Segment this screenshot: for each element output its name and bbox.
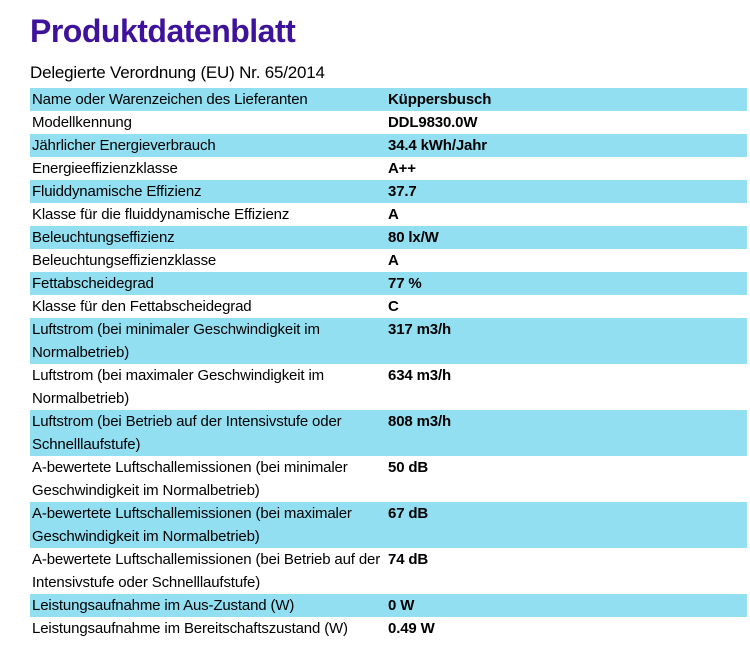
row-value: 0 W bbox=[388, 597, 415, 614]
table-row bbox=[30, 111, 747, 134]
row-value: 34.4 kWh/Jahr bbox=[388, 137, 487, 154]
row-label: Leistungsaufnahme im Bereitschaftszustand (W) bbox=[32, 620, 348, 637]
table-row bbox=[30, 249, 747, 272]
table-row bbox=[30, 295, 747, 318]
table-row bbox=[30, 456, 747, 502]
table-row bbox=[30, 157, 747, 180]
row-value: DDL9830.0W bbox=[388, 114, 478, 131]
table-row bbox=[30, 364, 747, 410]
row-label: Klasse für die fluiddynamische Effizienz bbox=[32, 206, 290, 223]
row-label: Energieeffizienzklasse bbox=[32, 160, 178, 177]
row-label: A-bewertete Luftschallemissionen (bei Betrieb auf der Intensivstufe oder Schnelllaufstufe) bbox=[32, 551, 381, 591]
row-label: A-bewertete Luftschallemissionen (bei maximaler Geschwindigkeit im Normalbetrieb) bbox=[32, 505, 352, 545]
row-value: 317 m3/h bbox=[388, 321, 452, 338]
row-label: Fettabscheidegrad bbox=[32, 275, 154, 292]
row-label: Luftstrom (bei maximaler Geschwindigkeit im Normalbetrieb) bbox=[32, 367, 324, 407]
table-row bbox=[30, 548, 747, 594]
row-label: Fluiddynamische Effizienz bbox=[32, 183, 202, 200]
row-label: Luftstrom (bei minimaler Geschwindigkeit im Normalbetrieb) bbox=[32, 321, 320, 361]
row-value: 77 % bbox=[388, 275, 422, 292]
table-row bbox=[30, 180, 747, 203]
table-row bbox=[30, 226, 747, 249]
table-row bbox=[30, 617, 747, 640]
row-label: Leistungsaufnahme im Aus-Zustand (W) bbox=[32, 597, 295, 614]
table-row bbox=[30, 502, 747, 548]
row-label: A-bewertete Luftschallemissionen (bei minimaler Geschwindigkeit im Normalbetrieb) bbox=[32, 459, 348, 499]
row-value: 634 m3/h bbox=[388, 367, 452, 384]
row-value: A bbox=[388, 252, 399, 269]
row-value: A bbox=[388, 206, 399, 223]
table-row bbox=[30, 318, 747, 364]
row-value: 67 dB bbox=[388, 505, 429, 522]
row-value: A++ bbox=[388, 160, 416, 177]
row-value: Küppersbusch bbox=[388, 91, 492, 108]
page-title: Produktdatenblatt bbox=[30, 13, 296, 49]
row-value: 80 lx/W bbox=[388, 229, 439, 246]
row-label: Luftstrom (bei Betrieb auf der Intensivstufe oder Schnelllaufstufe) bbox=[32, 413, 342, 453]
row-label: Klasse für den Fettabscheidegrad bbox=[32, 298, 252, 315]
row-value: 0.49 W bbox=[388, 620, 435, 637]
product-data-table bbox=[30, 88, 747, 640]
row-value: C bbox=[388, 298, 399, 315]
row-label: Beleuchtungseffizienz bbox=[32, 229, 175, 246]
row-label: Beleuchtungseffizienzklasse bbox=[32, 252, 217, 269]
row-value: 74 dB bbox=[388, 551, 429, 568]
table-row bbox=[30, 88, 747, 111]
table-row bbox=[30, 594, 747, 617]
table-row bbox=[30, 410, 747, 456]
page-subtitle: Delegierte Verordnung (EU) Nr. 65/2014 bbox=[30, 63, 325, 82]
row-label: Jährlicher Energieverbrauch bbox=[32, 137, 216, 154]
row-value: 50 dB bbox=[388, 459, 429, 476]
row-label: Modellkennung bbox=[32, 114, 132, 131]
table-row bbox=[30, 134, 747, 157]
product-datasheet bbox=[0, 12, 750, 640]
table-row bbox=[30, 272, 747, 295]
row-value: 808 m3/h bbox=[388, 413, 452, 430]
row-value: 37.7 bbox=[388, 183, 417, 200]
table-row bbox=[30, 203, 747, 226]
row-label: Name oder Warenzeichen des Lieferanten bbox=[32, 91, 308, 108]
